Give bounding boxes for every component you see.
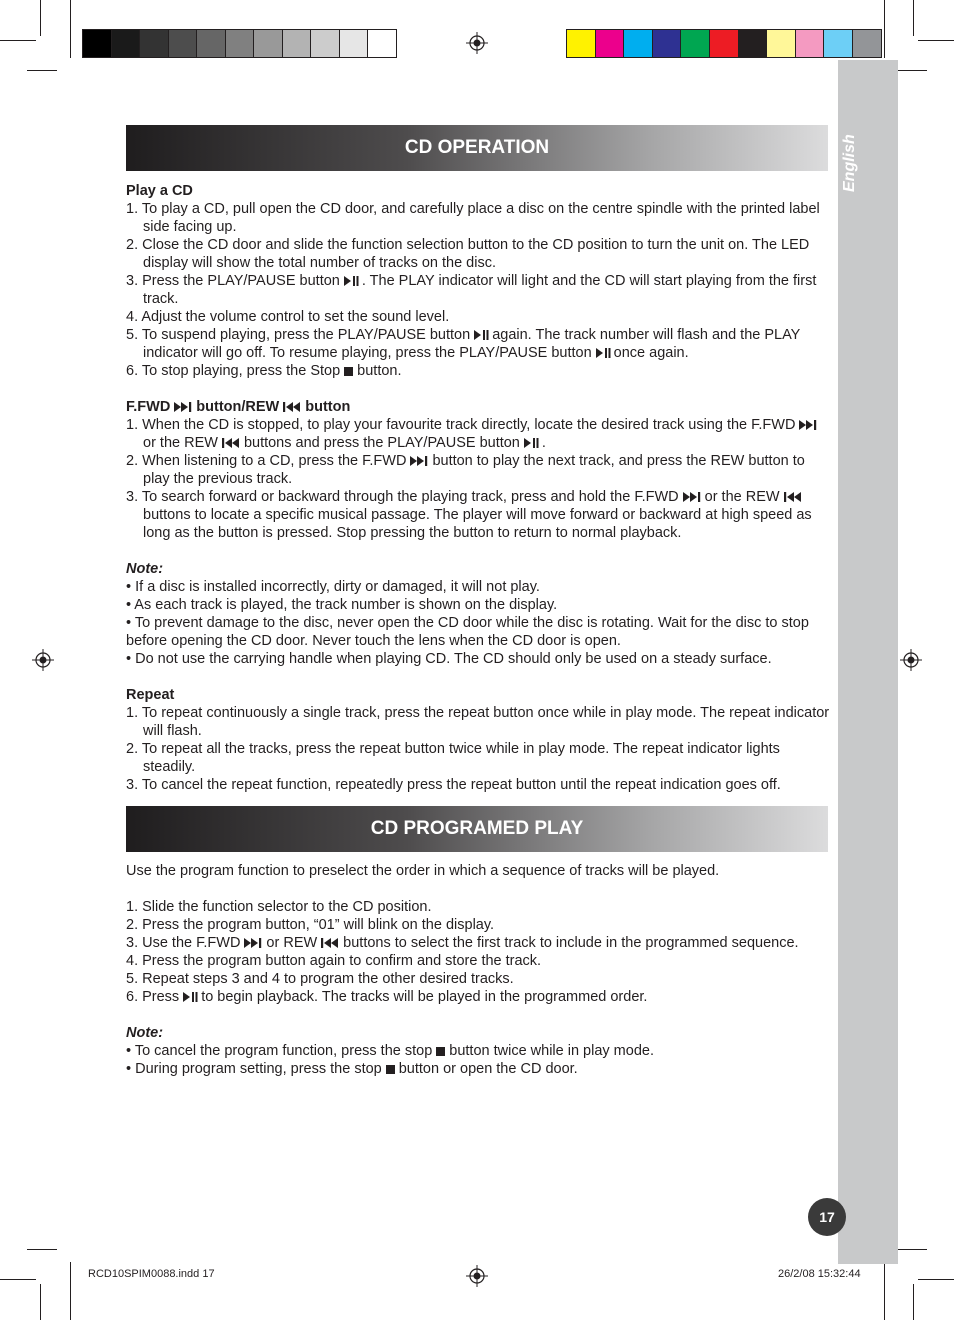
text-segment: .	[541, 435, 546, 451]
color-swatch	[596, 30, 625, 57]
text-segment: buttons and press the PLAY/PAUSE button	[243, 435, 520, 451]
registration-mark-icon	[900, 649, 922, 671]
crop-mark	[884, 0, 885, 58]
text-segment: buttons to select the first track to include in the programmed sequence.	[343, 935, 799, 951]
footer-timestamp: 26/2/08 15:32:44	[778, 1268, 861, 1280]
footer-file-info: RCD10SPIM0088.indd 17	[88, 1268, 215, 1280]
section-header-cd-operation: CD OPERATION	[126, 125, 828, 171]
cd-programed-play-body	[126, 862, 832, 1078]
grayscale-color-bar	[82, 29, 397, 58]
list-item: 3. To cancel the repeat function, repeatedly press the repeat button until the repeat indication goes off.	[126, 777, 781, 793]
list-item: • Do not use the carrying handle when playing CD. The CD should only be used on a steady surface.	[126, 651, 772, 667]
stop-icon	[435, 1045, 446, 1057]
list-item: 1. To play a CD, pull open the CD door, and carefully place a disc on the centre spindle with the printed label side facing up.	[126, 201, 820, 235]
crop-mark	[40, 0, 41, 36]
color-swatch	[226, 30, 255, 57]
crop-mark	[913, 1284, 914, 1320]
play-pause-icon	[182, 991, 198, 1003]
section-header-cd-programed-play: CD PROGRAMED PLAY	[126, 806, 828, 852]
color-swatch	[824, 30, 853, 57]
list-item: • To prevent damage to the disc, never open the CD door while the disc is rotating. Wait for the disc to stop before opening the CD door. Never touch the lens when the CD door is open.	[126, 615, 809, 649]
color-swatch	[140, 30, 169, 57]
list-item	[126, 326, 832, 362]
crop-mark	[27, 70, 57, 71]
list-item: 4. Press the program button again to confirm and store the track.	[126, 953, 542, 969]
process-color-bar	[566, 29, 882, 58]
text-segment: buttons to locate a specific musical passage. The player will move forward or backward at high speed as long as the button is pressed. Stop pressing the button to return to normal playback.	[143, 507, 812, 541]
text-segment: 2. When listening to a CD, press the F.FWD	[126, 453, 407, 469]
play-pause-icon	[595, 347, 611, 359]
fast-forward-icon	[798, 419, 818, 431]
text-segment: button to play the next track, and press the REW button to play the previous track.	[143, 453, 805, 487]
crop-mark	[27, 1249, 57, 1250]
text-segment: to begin playback. The tracks will be played in the programmed order.	[201, 989, 648, 1005]
color-swatch	[567, 30, 596, 57]
text-segment: • During program setting, press the stop	[126, 1061, 382, 1077]
text-segment: or REW	[266, 935, 318, 951]
list-item	[126, 988, 832, 1006]
registration-mark-icon	[466, 32, 488, 54]
play-pause-icon	[523, 437, 539, 449]
color-swatch	[767, 30, 796, 57]
list-item: 5. Repeat steps 3 and 4 to program the other desired tracks.	[126, 971, 514, 987]
play-pause-icon	[343, 275, 359, 287]
fast-forward-icon	[682, 491, 702, 503]
crop-mark	[40, 1284, 41, 1320]
registration-mark-icon	[32, 649, 54, 671]
color-swatch	[368, 30, 396, 57]
text-segment: 3. Press the PLAY/PAUSE button	[126, 273, 340, 289]
color-swatch	[681, 30, 710, 57]
heading-segment: button	[305, 399, 351, 415]
rewind-icon	[320, 937, 340, 949]
crop-mark	[918, 1279, 954, 1280]
color-swatch	[739, 30, 768, 57]
list-item	[126, 1060, 832, 1078]
program-intro: Use the program function to preselect the order in which a sequence of tracks will be played.	[126, 863, 720, 879]
text-segment: button twice while in play mode.	[449, 1043, 654, 1059]
crop-mark	[884, 1262, 885, 1320]
text-segment: once again.	[613, 345, 689, 361]
heading-segment: button/REW	[196, 399, 280, 415]
list-item: 4. Adjust the volume control to set the sound level.	[126, 309, 450, 325]
color-swatch	[853, 30, 881, 57]
color-swatch	[796, 30, 825, 57]
text-segment: 6. Press	[126, 989, 180, 1005]
list-item: • If a disc is installed incorrectly, dirty or damaged, it will not play.	[126, 579, 540, 595]
registration-mark-icon	[466, 1265, 488, 1287]
crop-mark	[0, 1279, 36, 1280]
color-swatch	[311, 30, 340, 57]
crop-mark	[918, 40, 954, 41]
language-label: English	[841, 134, 858, 192]
list-item	[126, 934, 832, 952]
note-heading: Note:	[126, 561, 164, 577]
crop-mark	[70, 1262, 71, 1320]
list-item: 2. To repeat all the tracks, press the repeat button twice while in play mode. The repeat indicator lights steadily.	[126, 741, 780, 775]
color-swatch	[340, 30, 369, 57]
text-segment: button or open the CD door.	[398, 1061, 578, 1077]
crop-mark	[0, 40, 36, 41]
text-segment: 6. To stop playing, press the Stop	[126, 363, 341, 379]
note-heading: Note:	[126, 1025, 164, 1041]
play-pause-icon	[473, 329, 489, 341]
page-number: 17	[808, 1198, 846, 1236]
text-segment: . The PLAY indicator will light and the CD will start playing from the first track.	[143, 273, 817, 307]
color-swatch	[653, 30, 682, 57]
text-segment: 3. To search forward or backward through the playing track, press and hold the F.FWD	[126, 489, 679, 505]
stop-icon	[385, 1063, 396, 1075]
side-tab	[838, 60, 898, 1264]
color-swatch	[112, 30, 141, 57]
color-swatch	[283, 30, 312, 57]
text-segment: 3. Use the F.FWD	[126, 935, 241, 951]
list-item	[126, 1042, 832, 1060]
heading-segment: F.FWD	[126, 399, 171, 415]
crop-mark	[897, 70, 927, 71]
crop-mark	[70, 0, 71, 58]
fast-forward-icon	[173, 401, 193, 413]
list-item	[126, 416, 832, 452]
list-item	[126, 488, 832, 542]
play-heading: Play a CD	[126, 183, 193, 199]
text-segment: button.	[357, 363, 402, 379]
crop-mark	[913, 0, 914, 36]
cd-operation-body	[126, 182, 832, 794]
text-segment: 5. To suspend playing, press the PLAY/PAUSE button	[126, 327, 471, 343]
rewind-icon	[783, 491, 803, 503]
list-item: 1. To repeat continuously a single track, press the repeat button once while in play mode. The repeat indicator will flash.	[126, 705, 830, 739]
list-item	[126, 452, 832, 488]
text-segment: or the REW	[143, 435, 218, 451]
color-swatch	[197, 30, 226, 57]
text-segment: again. The track number will flash and the PLAY indicator will go off. To resume playing, press the PLAY/PAUSE button	[143, 327, 801, 361]
list-item	[126, 272, 832, 308]
list-item: 2. Close the CD door and slide the function selection button to the CD position to turn the unit on. The LED display will show the total number of tracks on the disc.	[126, 237, 810, 271]
rewind-icon	[282, 401, 302, 413]
fast-forward-icon	[243, 937, 263, 949]
text-segment: • To cancel the program function, press the stop	[126, 1043, 433, 1059]
list-item: • As each track is played, the track number is shown on the display.	[126, 597, 558, 613]
crop-mark	[897, 1249, 927, 1250]
color-swatch	[710, 30, 739, 57]
color-swatch	[624, 30, 653, 57]
color-swatch	[254, 30, 283, 57]
rewind-icon	[221, 437, 241, 449]
stop-icon	[343, 365, 354, 377]
color-swatch	[83, 30, 112, 57]
list-item: 2. Press the program button, “01” will blink on the display.	[126, 917, 495, 933]
fast-forward-icon	[409, 455, 429, 467]
color-swatch	[169, 30, 198, 57]
fwd-rew-heading	[126, 398, 832, 416]
list-item	[126, 362, 832, 380]
repeat-heading: Repeat	[126, 687, 175, 703]
text-segment: or the REW	[704, 489, 780, 505]
list-item: 1. Slide the function selector to the CD position.	[126, 899, 432, 915]
text-segment: 1. When the CD is stopped, to play your favourite track directly, locate the desired track using the F.FWD	[126, 417, 796, 433]
